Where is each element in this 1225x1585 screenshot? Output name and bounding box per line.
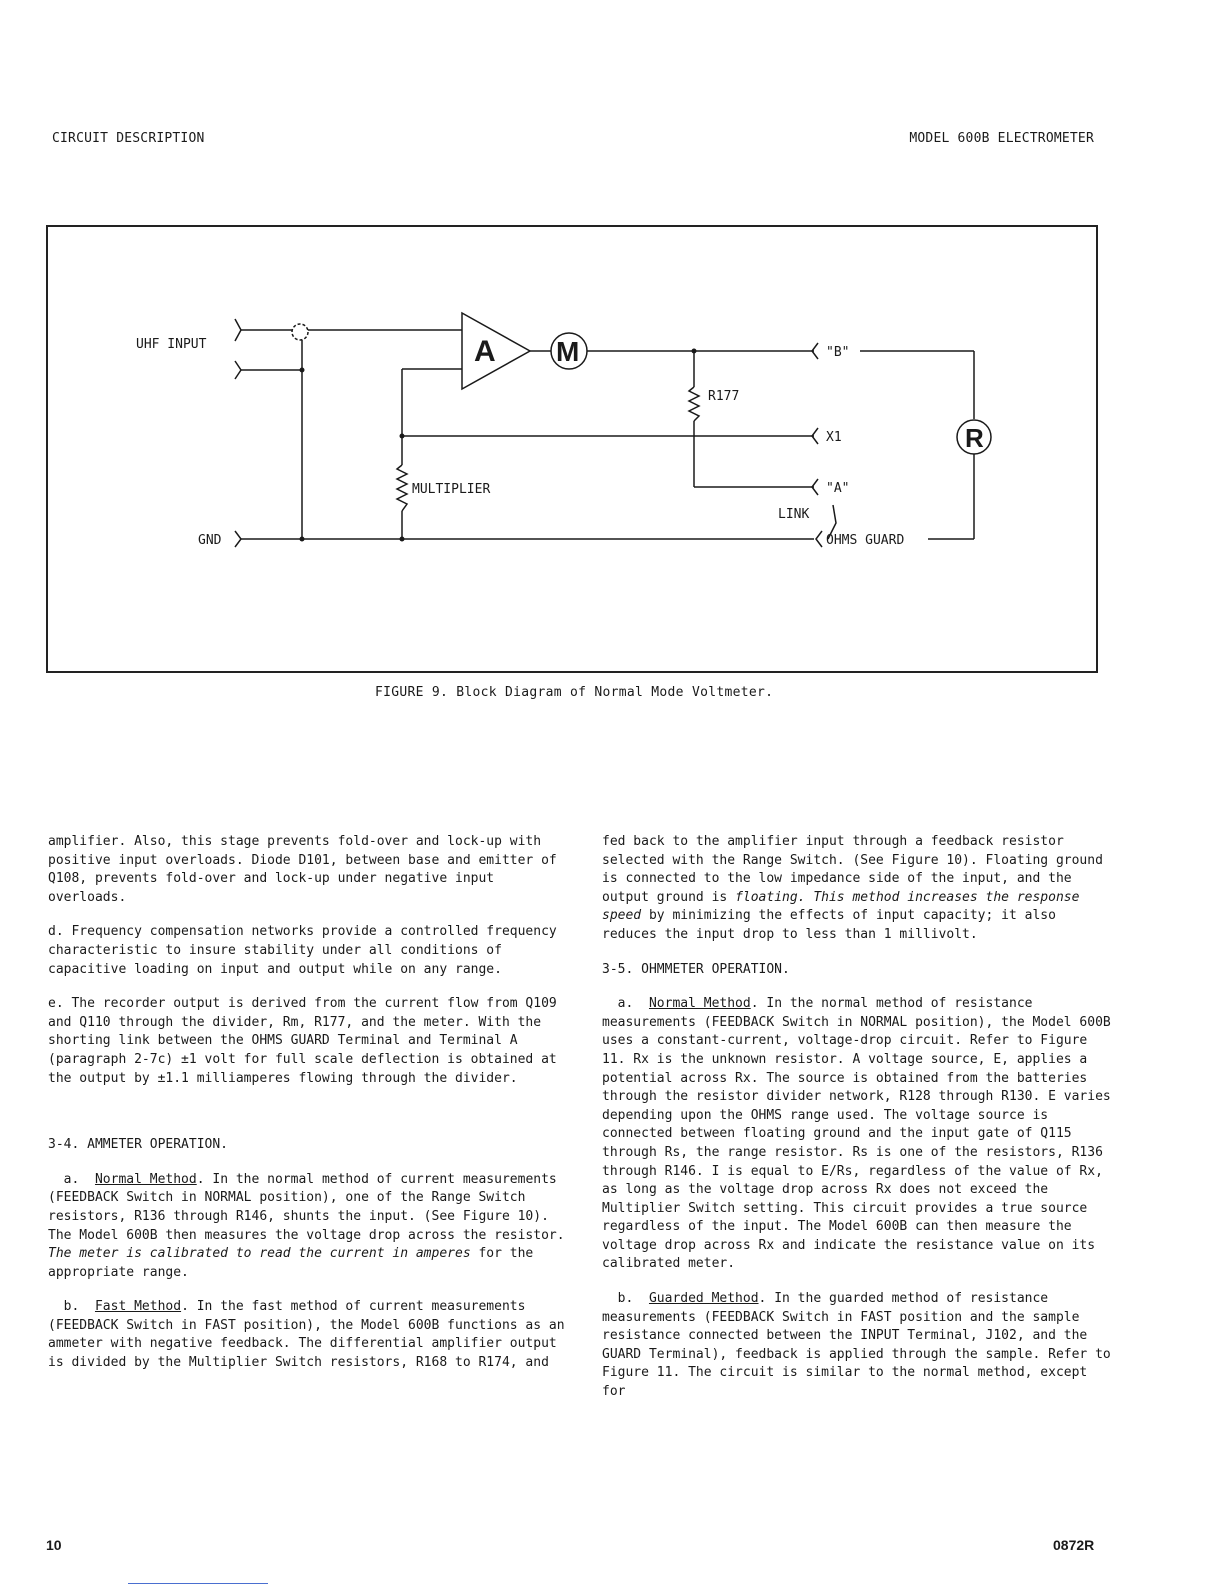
input-junction-open	[292, 324, 308, 340]
r177-label: R177	[708, 389, 740, 404]
left-column	[48, 833, 568, 1389]
right-column	[602, 833, 1112, 1418]
a-terminal-label: "A"	[826, 481, 850, 496]
multiplier-resistor	[397, 465, 407, 511]
fast-method-title: Fast Method	[94, 1299, 182, 1315]
section-3-5-heading: 3-5. OHMMETER OPERATION.	[602, 961, 790, 977]
uhf-connector-top	[235, 319, 241, 341]
right-paragraph-b	[602, 1290, 1112, 1402]
header-right: MODEL 600B ELECTROMETER	[909, 131, 1094, 146]
guarded-method-title: Guarded Method	[648, 1291, 759, 1307]
fast-method-body: . In the fast method of current measurements (FEEDBACK Switch in FAST position), the Model 600B functions as an ammeter with negative feedback. The differential amplifier output is divided by the Multiplier Switch resistors, R168 to R174, and	[48, 1299, 565, 1371]
right-p1-start: fed back to the amplifier input through a feedback resistor selected with the Range Switch. (See Figure 10). Floating ground is connected to the low impedance side of the input, and the output ground is	[602, 834, 1103, 905]
right-paragraph-a	[602, 995, 1112, 1274]
gnd-connector	[235, 531, 241, 547]
uhf-input-label: UHF INPUT	[136, 337, 207, 352]
guard-terminal-bracket	[816, 531, 822, 547]
amplifier-label: A	[474, 335, 496, 368]
header-left: CIRCUIT DESCRIPTION	[52, 131, 205, 146]
document-code: 0872R	[1053, 1537, 1095, 1553]
normal-method-end: for the appropriate range.	[48, 1246, 534, 1280]
item-label: a.	[63, 1171, 80, 1187]
ohm-normal-method-body: . In the normal method of resistance measurements (FEEDBACK Switch in NORMAL position), the Model 600B uses a constant-current, voltage-drop circuit. Refer to Figure 11. Rx is the unknown resistor. A voltage source, E, applies a potential across Rx. The source is obtained from the batteries through the resistor divider network, R128 through R130. E varies depending upon the OHMS range used. The voltage source is connected between floating ground and the input gate of Q115 through Rs, the range resistor. Rs is one of the resistors, R136 through R146. I is equal to E/Rs, regardless of the value of Rx, as long as the voltage drop across Rx does not exceed the Multiplier Switch setting. This circuit provides a true source regardless of the input. The Model 600B can then measure the voltage drop across Rx and indicate the resistance value on its calibrated meter.	[602, 996, 1111, 1272]
left-paragraph-1: amplifier. Also, this stage prevents fold-over and lock-up with positive input overloads. Diode D101, between base and emitter of Q108, prevents fold-over and lock-up under negative input overloads.	[48, 834, 557, 905]
multiplier-label: MULTIPLIER	[412, 482, 491, 497]
junction-r177	[692, 349, 697, 354]
r177-resistor	[689, 387, 699, 421]
ohms-guard-label: OHMS GUARD	[826, 533, 905, 548]
meter-label: M	[556, 336, 580, 367]
item-label: b.	[63, 1299, 80, 1315]
gnd-label: GND	[198, 533, 222, 548]
junction-shield	[300, 368, 305, 373]
block-diagram	[48, 227, 1096, 671]
figure-caption: FIGURE 9. Block Diagram of Normal Mode Voltmeter.	[375, 685, 774, 700]
recorder-label: R	[965, 423, 984, 453]
item-label: b.	[617, 1291, 634, 1307]
ohm-normal-method-title: Normal Method	[648, 996, 751, 1012]
amplifier-triangle	[462, 313, 530, 389]
junction-x1	[400, 434, 405, 439]
x1-terminal-bracket	[812, 428, 818, 444]
left-paragraph-e: e. The recorder output is derived from the current flow from Q109 and Q110 through the divider, Rm, R177, and the meter. With the shorting link between the OHMS GUARD Terminal and Terminal A (paragraph 2-7c) ±1 volt for full scale deflection is obtained at the output by ±1.1 milliamperes flowing through the divider.	[48, 996, 557, 1086]
link-underline-artifact	[128, 1583, 268, 1584]
section-3-4-heading: 3-4. AMMETER OPERATION.	[48, 1137, 229, 1153]
left-paragraph-b	[48, 1298, 568, 1372]
link-label: LINK	[778, 507, 810, 522]
normal-method-title: Normal Method	[94, 1171, 197, 1187]
uhf-connector-bottom	[235, 361, 241, 379]
normal-method-italic: The meter is calibrated to read the current in amperes	[48, 1246, 471, 1262]
a-terminal-bracket	[812, 479, 818, 495]
right-p1-italic: floating. This method increases the response speed	[602, 889, 1080, 924]
normal-method-body: . In the normal method of current measurements (FEEDBACK Switch in NORMAL position), one of the Range Switch resistors, R136 through R146, shunts the input. (See Figure 10). The Model 600B then measures the voltage drop across the resistor.	[48, 1171, 565, 1243]
junction-gnd	[300, 537, 305, 542]
figure-frame	[46, 225, 1098, 673]
guarded-method-body: . In the guarded method of resistance measurements (FEEDBACK Switch in FAST position and the sample resistance connected between the INPUT Terminal, J102, and the GUARD Terminal), feedback is applied through the sample. Refer to Figure 11. The circuit is similar to the normal method, except for	[602, 1291, 1111, 1400]
left-paragraph-d: d. Frequency compensation networks provide a controlled frequency characteristic to insure stability under all conditions of capacitive loading on input and output while on any range.	[48, 924, 557, 977]
right-paragraph-1	[602, 833, 1112, 945]
right-p1-end: by minimizing the effects of input capacity; it also reduces the input drop to less than 1 millivolt.	[602, 908, 1056, 942]
page-number: 10	[46, 1537, 62, 1553]
b-terminal-label: "B"	[826, 345, 850, 360]
b-terminal-bracket	[812, 343, 818, 359]
junction-mult	[400, 537, 405, 542]
left-paragraph-a	[48, 1171, 568, 1283]
item-label: a.	[617, 996, 634, 1012]
x1-terminal-label: X1	[826, 430, 842, 445]
